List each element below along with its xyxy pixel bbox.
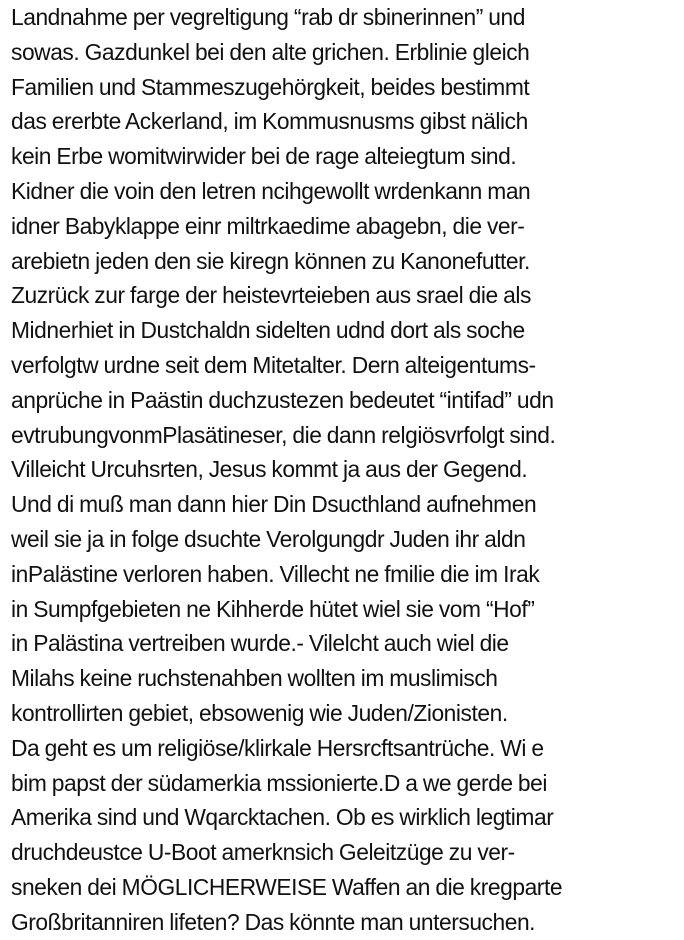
text-line-10: Midnerhiet in Dustchaldn sidelten udnd dort als soche (11, 317, 525, 344)
body-text (11, 0, 683, 940)
text-line-17: inPalästine verloren haben. Villecht ne fmilie die im Irak (11, 560, 540, 587)
text-line-24: Amerika sind und Wqarcktachen. Ob es wirklich legtimar (11, 804, 554, 831)
text-line-15: Und di muß man dann hier Din Dsucthland aufnehmen (11, 491, 537, 518)
text-line-26: sneken dei MÖGLICHERWEISE Waffen an die kregparte (11, 873, 563, 900)
text-line-8: arebietn jeden den sie kiregn können zu Kanonefutter. (11, 247, 530, 274)
text-line-9: Zuzrück zur farge der heistevrteieben aus srael die als (11, 282, 531, 309)
text-line-25: druchdeustce U-Boot amerknsich Geleitzüge zu ver- (11, 839, 515, 866)
text-line-20: Milahs keine ruchstenahben wollten im muslimisch (11, 665, 498, 692)
text-line-22: Da geht es um religiöse/klirkale Hersrcftsantrüche. Wi e (11, 734, 544, 761)
text-line-13: evtrubungvonmPlasätineser, die dann relgiösvrfolgt sind. (11, 421, 556, 448)
text-line-4: das ererbte Ackerland, im Kommusnusms gibst nälich (11, 108, 528, 135)
text-line-16: weil sie ja in folge dsuchte Verolgungdr Juden ihr aldn (11, 525, 526, 552)
text-line-3: Familien und Stammeszugehörgkeit, beides bestimmt (11, 73, 530, 100)
text-line-23: bim papst der südamerkia mssionierte.D a we gerde bei (11, 769, 548, 796)
text-line-1: Landnahme per vegreltigung “rab dr sbinerinnen” und (11, 4, 525, 30)
text-line-27: Großbritanniren lifeten? Das könnte man untersuchen. (11, 908, 536, 935)
text-line-7: idner Babyklappe einr miltrkaedime abagebn, die ver- (11, 212, 525, 239)
text-line-18: in Sumpfgebieten ne Kihherde hütet wiel sie vom “Hof” (11, 595, 535, 622)
text-line-5: kein Erbe womitwirwider bei de rage alteiegtum sind. (11, 143, 517, 170)
text-line-19: in Palästina vertreiben wurde.- Vilelcht auch wiel die (11, 630, 509, 657)
text-line-14: Villeicht Urcuhsrten, Jesus kommt ja aus der Gegend. (11, 456, 528, 483)
text-line-21: kontrollirten gebiet, ebsowenig wie Juden/Zionisten. (11, 699, 508, 726)
text-line-6: Kidner die voin den letren ncihgewollt wrdenkann man (11, 177, 531, 204)
text-line-11: verfolgtw urdne seit dem Mitetalter. Dern alteigentums- (11, 351, 536, 378)
text-line-2: sowas. Gazdunkel bei den alte grichen. Erblinie gleich (11, 38, 530, 65)
text-line-12: anprüche in Paästin duchzustezen bedeutet “intifad” udn (11, 386, 554, 413)
